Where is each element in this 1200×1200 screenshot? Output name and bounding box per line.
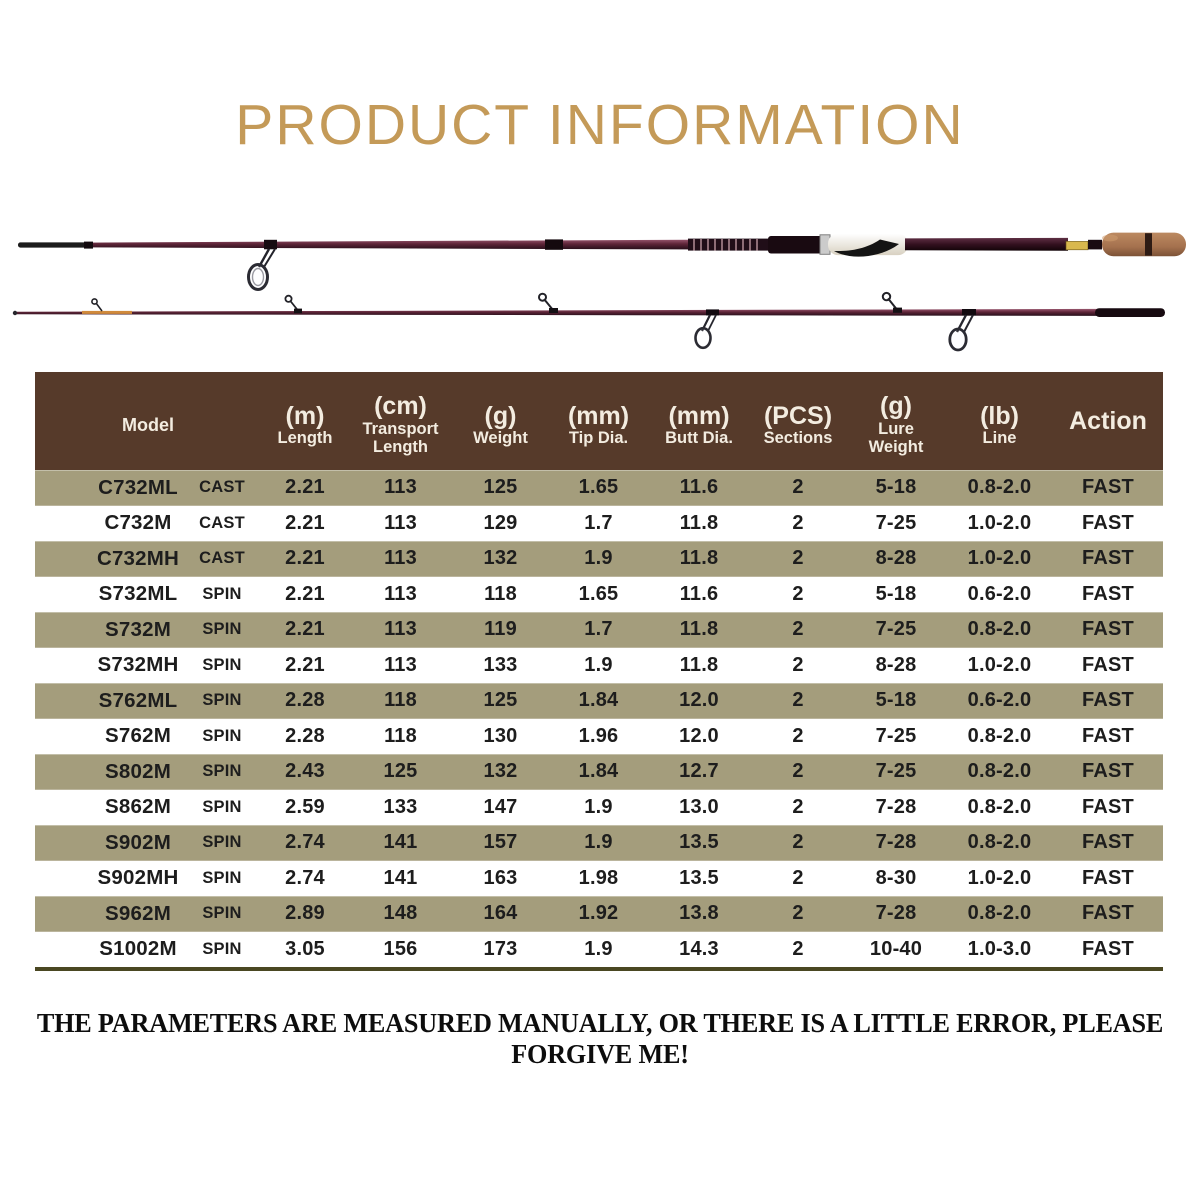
rod-type: SPIN [202, 939, 242, 958]
reel-seat [768, 234, 908, 257]
model-name: S732MH [97, 653, 179, 677]
tip-dia-mm: 1.9 [584, 831, 613, 854]
rod-tip [18, 242, 90, 247]
column-header-model: Model [122, 414, 174, 435]
tip-dia-mm: 1.9 [584, 653, 613, 676]
sections-pcs: 2 [792, 937, 804, 960]
lure-weight-g: 8-28 [875, 653, 917, 676]
weight-g: 147 [483, 795, 518, 818]
rod-tip-section [13, 293, 1165, 350]
table-row [35, 790, 1163, 826]
action: FAST [1082, 547, 1134, 570]
model-name: S762M [105, 724, 171, 748]
lure-weight-g: 5-18 [875, 689, 917, 712]
sections-pcs: 2 [792, 618, 804, 641]
length-m: 2.21 [285, 547, 325, 570]
model-name: S732M [105, 617, 171, 641]
tip-dia-mm: 1.9 [584, 937, 613, 960]
column-header-butt-dia-: (mm) Butt Dia. [665, 401, 733, 447]
table-header [35, 372, 1163, 470]
tip-dia-mm: 1.7 [584, 618, 613, 641]
lure-weight-g: 7-28 [875, 795, 917, 818]
action: FAST [1082, 866, 1134, 889]
tip-dia-mm: 1.96 [578, 724, 619, 747]
butt-dia-mm: 11.8 [679, 653, 719, 676]
table-row [35, 719, 1163, 755]
butt-dia-mm: 11.8 [679, 618, 719, 641]
rod-type: CAST [199, 549, 245, 568]
butt-dia-mm: 11.6 [679, 476, 719, 499]
brand-band [1066, 241, 1088, 249]
tip-dia-mm: 1.9 [584, 547, 613, 570]
lure-weight-g: 7-25 [875, 618, 917, 641]
transport-length-cm: 113 [384, 511, 417, 534]
tip-dia-mm: 1.65 [578, 476, 619, 499]
length-m: 2.28 [285, 724, 325, 747]
sections-pcs: 2 [792, 511, 804, 534]
transport-length-cm: 113 [384, 582, 417, 605]
sections-pcs: 2 [792, 582, 804, 605]
weight-g: 132 [483, 760, 518, 783]
weight-g: 157 [483, 831, 518, 854]
lure-weight-g: 7-25 [875, 760, 917, 783]
table-row [35, 754, 1163, 790]
rod-type: CAST [199, 478, 245, 497]
action: FAST [1082, 795, 1134, 818]
line-lb: 1.0-2.0 [967, 511, 1032, 534]
model-name: C732M [104, 511, 172, 535]
weight-g: 133 [483, 653, 518, 676]
column-header-weight: (g) Weight [473, 401, 528, 447]
table-row [35, 577, 1163, 613]
line-lb: 0.8-2.0 [967, 831, 1032, 854]
table-bottom-rule [35, 967, 1163, 971]
column-header-length: (m) Length [277, 401, 333, 447]
length-m: 2.21 [285, 476, 325, 499]
transport-length-cm: 113 [384, 653, 417, 676]
table-body [35, 470, 1163, 967]
page-title: PRODUCT INFORMATION [235, 93, 965, 157]
weight-g: 130 [483, 724, 518, 747]
transport-length-cm: 141 [383, 831, 418, 854]
table-row [35, 612, 1163, 648]
action: FAST [1082, 653, 1134, 676]
butt-dia-mm: 13.8 [679, 902, 719, 925]
line-lb: 0.6-2.0 [967, 689, 1032, 712]
length-m: 2.21 [285, 582, 325, 605]
butt-dia-mm: 12.0 [679, 689, 719, 712]
rod-type: SPIN [202, 904, 242, 923]
tip-dia-mm: 1.98 [578, 866, 619, 889]
butt-dia-mm: 13.5 [679, 866, 719, 889]
transport-length-cm: 113 [384, 618, 417, 641]
lure-weight-g: 7-28 [875, 831, 917, 854]
model-name: S862M [105, 795, 171, 819]
tip-dia-mm: 1.84 [578, 689, 619, 712]
lure-weight-g: 8-30 [875, 866, 917, 889]
length-m: 2.21 [285, 618, 325, 641]
model-name: S802M [105, 759, 171, 783]
column-header-sections: (PCS) Sections [763, 401, 833, 447]
sections-pcs: 2 [792, 866, 804, 889]
model-name: S1002M [99, 937, 177, 961]
tip-dia-mm: 1.92 [578, 902, 619, 925]
model-name: S962M [105, 901, 171, 925]
butt-dia-mm: 12.0 [679, 724, 719, 747]
transport-length-cm: 148 [383, 902, 418, 925]
butt-dia-mm: 12.7 [679, 760, 719, 783]
tip-dia-mm: 1.9 [584, 795, 613, 818]
butt-dia-mm: 14.3 [679, 937, 719, 960]
length-m: 2.89 [285, 902, 325, 925]
action: FAST [1082, 618, 1134, 641]
table-row [35, 541, 1163, 577]
weight-g: 173 [483, 937, 518, 960]
table-row [35, 506, 1163, 542]
fishing-rods-photo [0, 205, 1200, 360]
action: FAST [1082, 937, 1134, 960]
lure-weight-g: 10-40 [869, 937, 923, 960]
line-lb: 0.8-2.0 [967, 476, 1032, 499]
thread-wrap [688, 239, 770, 251]
lure-weight-g: 7-25 [875, 511, 917, 534]
line-lb: 0.8-2.0 [967, 902, 1032, 925]
line-lb: 0.8-2.0 [967, 724, 1032, 747]
table-row [35, 896, 1163, 932]
weight-g: 129 [483, 511, 518, 534]
lure-weight-g: 5-18 [875, 582, 917, 605]
cork-handle [1102, 233, 1186, 257]
line-lb: 0.8-2.0 [967, 618, 1032, 641]
action: FAST [1082, 582, 1134, 605]
length-m: 2.74 [285, 866, 325, 889]
weight-g: 119 [484, 618, 517, 641]
model-name: S902MH [97, 866, 179, 890]
weight-g: 118 [484, 582, 517, 605]
rod-type: SPIN [202, 620, 242, 639]
footer-note: THE PARAMETERS ARE MEASURED MANUALLY, OR THERE IS A LITTLE ERROR, PLEASE FORGIVE ME! [36, 1008, 1164, 1069]
transport-length-cm: 133 [383, 795, 418, 818]
column-header-line: (lb) Line [980, 401, 1019, 447]
rod-type: SPIN [202, 833, 242, 852]
column-header-transport-length: (cm) Transport Length [362, 392, 439, 457]
weight-g: 164 [483, 902, 518, 925]
butt-dia-mm: 11.8 [679, 547, 719, 570]
rod-type: SPIN [202, 762, 242, 781]
lure-weight-g: 8-28 [875, 547, 917, 570]
table-row [35, 861, 1163, 897]
line-lb: 1.0-2.0 [967, 866, 1032, 889]
rod-butt-section [18, 233, 1186, 290]
rod-type: SPIN [202, 726, 242, 745]
action: FAST [1082, 476, 1134, 499]
table-row [35, 932, 1163, 968]
column-header-tip-dia-: (mm) Tip Dia. [567, 401, 630, 447]
butt-dia-mm: 11.6 [679, 582, 719, 605]
model-name: S732ML [98, 582, 178, 606]
line-lb: 0.6-2.0 [967, 582, 1032, 605]
butt-dia-mm: 13.0 [679, 795, 719, 818]
transport-length-cm: 118 [384, 724, 417, 747]
transport-length-cm: 118 [384, 689, 417, 712]
length-m: 3.05 [285, 937, 325, 960]
action: FAST [1082, 902, 1134, 925]
transport-length-cm: 156 [383, 937, 418, 960]
table-row [35, 648, 1163, 684]
action: FAST [1082, 724, 1134, 747]
length-m: 2.21 [285, 511, 325, 534]
sections-pcs: 2 [792, 724, 804, 747]
sections-pcs: 2 [792, 902, 804, 925]
weight-g: 125 [483, 476, 518, 499]
length-m: 2.74 [285, 831, 325, 854]
transport-length-cm: 141 [383, 866, 418, 889]
sections-pcs: 2 [792, 547, 804, 570]
lure-weight-g: 7-25 [875, 724, 917, 747]
action: FAST [1082, 760, 1134, 783]
action: FAST [1082, 689, 1134, 712]
table-row [35, 683, 1163, 719]
rod-type: SPIN [202, 868, 242, 887]
tip-dia-mm: 1.65 [578, 582, 619, 605]
sections-pcs: 2 [792, 476, 804, 499]
model-name: C732MH [96, 546, 180, 570]
weight-g: 163 [483, 866, 518, 889]
length-m: 2.21 [285, 653, 325, 676]
tip-dia-mm: 1.7 [584, 511, 613, 534]
table-row [35, 470, 1163, 506]
ferrule-end [1095, 308, 1165, 317]
length-m: 2.28 [285, 689, 325, 712]
line-lb: 1.0-3.0 [967, 937, 1032, 960]
transport-length-cm: 113 [384, 476, 417, 499]
lure-weight-g: 7-28 [875, 902, 917, 925]
tip-dia-mm: 1.84 [578, 760, 619, 783]
line-lb: 0.8-2.0 [967, 760, 1032, 783]
model-name: S762ML [98, 688, 178, 712]
transport-length-cm: 125 [383, 760, 418, 783]
rod-type: SPIN [202, 655, 242, 674]
length-m: 2.59 [285, 795, 325, 818]
rod-type: SPIN [202, 584, 242, 603]
sections-pcs: 2 [792, 653, 804, 676]
column-header-action: Action [1069, 406, 1147, 435]
line-lb: 0.8-2.0 [967, 795, 1032, 818]
tip-winding [82, 311, 132, 314]
sections-pcs: 2 [792, 689, 804, 712]
model-name: S902M [105, 830, 171, 854]
table-row [35, 825, 1163, 861]
line-lb: 1.0-2.0 [967, 547, 1032, 570]
sections-pcs: 2 [792, 760, 804, 783]
column-header-lure-weight: (g) Lure Weight [868, 392, 924, 457]
rod-type: CAST [199, 513, 245, 532]
rod-type: SPIN [202, 797, 242, 816]
lure-weight-g: 5-18 [875, 476, 917, 499]
action: FAST [1082, 831, 1134, 854]
weight-g: 125 [483, 689, 518, 712]
sections-pcs: 2 [792, 795, 804, 818]
line-lb: 1.0-2.0 [967, 653, 1032, 676]
weight-g: 132 [483, 547, 518, 570]
butt-dia-mm: 13.5 [679, 831, 719, 854]
model-name: C732ML [98, 475, 178, 499]
action: FAST [1082, 511, 1134, 534]
spec-table [35, 372, 1163, 967]
butt-dia-mm: 11.8 [679, 511, 719, 534]
sections-pcs: 2 [792, 831, 804, 854]
rod-type: SPIN [202, 691, 242, 710]
length-m: 2.43 [285, 760, 325, 783]
transport-length-cm: 113 [384, 547, 417, 570]
